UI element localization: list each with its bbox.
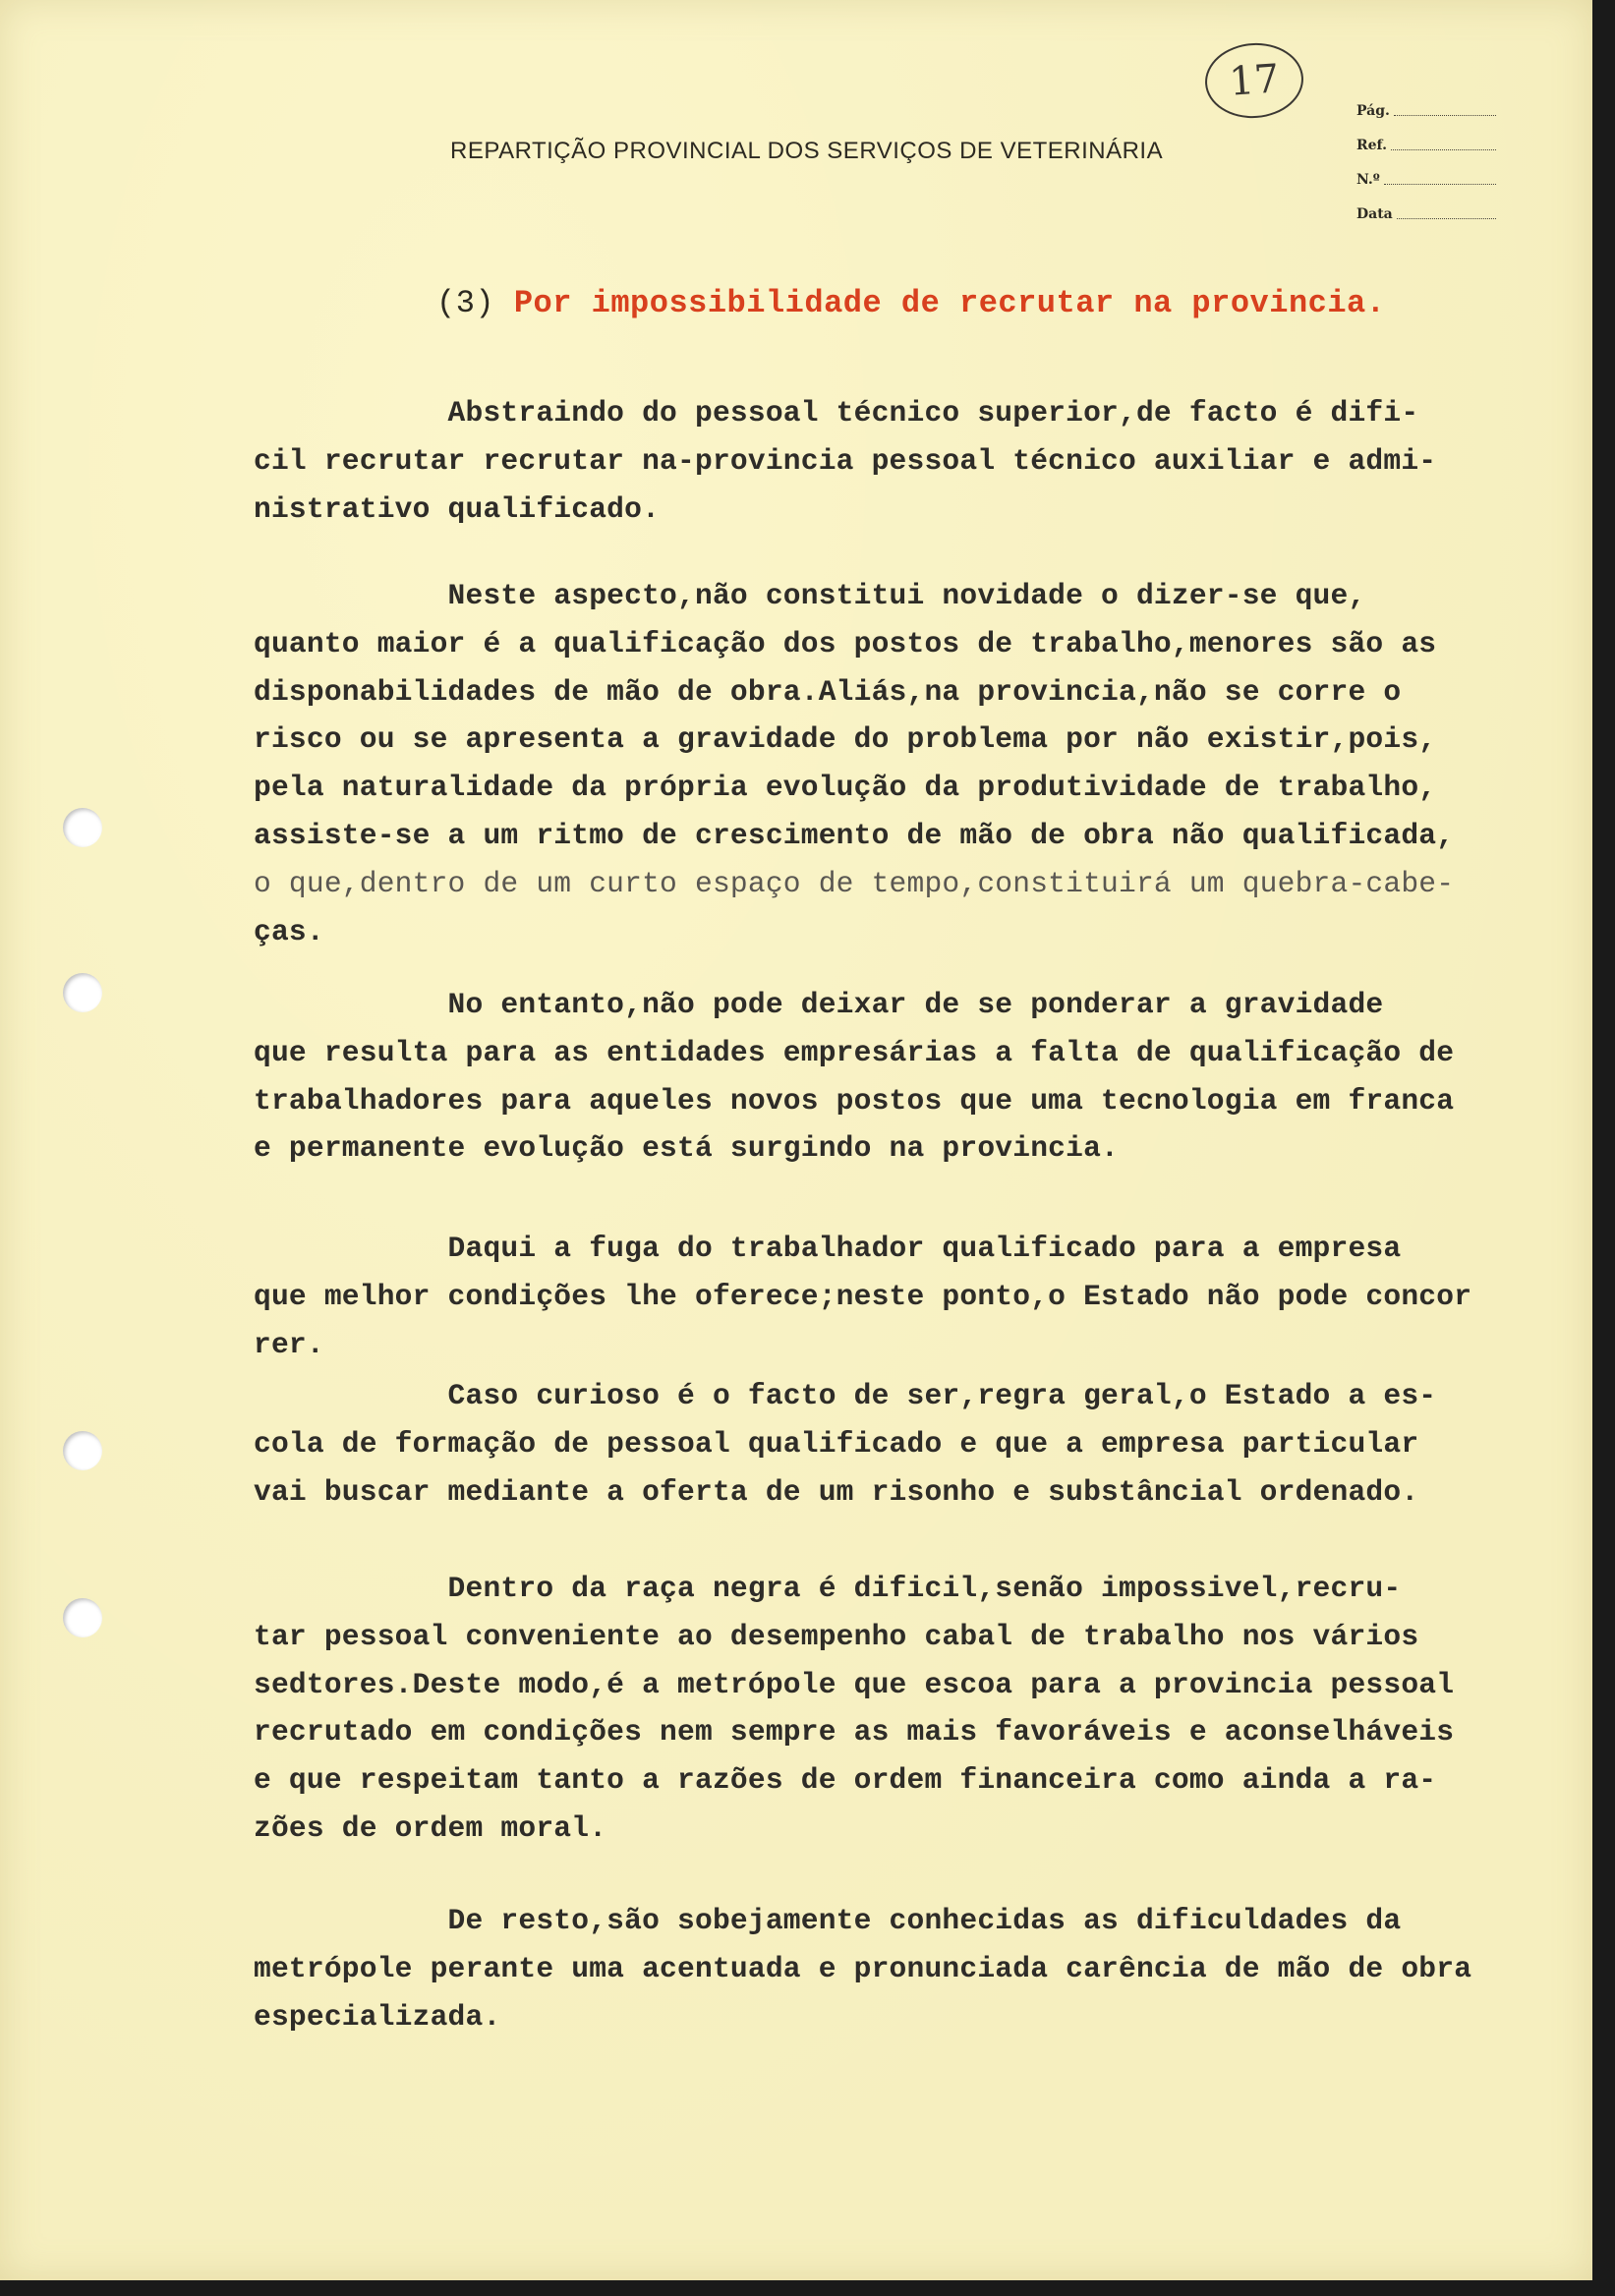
text-line: Neste aspecto,não constitui novidade o dizer-se que, <box>254 579 1366 612</box>
text-line: metrópole perante uma acentuada e pronunciada carência de mão de obra <box>254 1951 1472 1985</box>
ref-field: Ref. <box>1356 119 1496 153</box>
reference-fields <box>1356 85 1496 222</box>
text-line: assiste-se a um ritmo de crescimento de mão de obra não qualificada, <box>254 818 1455 852</box>
text-line: disponabilidades de mão de obra.Aliás,na provincia,não se corre o <box>254 674 1402 709</box>
text-line: Caso curioso é o facto de ser,regra geral,o Estado a es- <box>254 1379 1437 1412</box>
text-line: sedtores.Deste modo,é a metrópole que escoa para a provincia pessoal <box>254 1667 1455 1701</box>
text-line: Daqui a fuga do trabalhador qualificado para a empresa <box>254 1232 1402 1265</box>
text-line: tar pessoal conveniente ao desempenho cabal de trabalho nos vários <box>254 1619 1419 1653</box>
paragraph-3 <box>254 981 1600 1173</box>
institution-header: REPARTIÇÃO PROVINCIAL DOS SERVIÇOS DE VETERINÁRIA <box>450 138 1164 164</box>
paragraph-4 <box>254 1225 1600 1368</box>
text-line: trabalhadores para aqueles novos postos que uma tecnologia em franca <box>254 1083 1455 1118</box>
text-line: No entanto,não pode deixar de se ponderar a gravidade <box>254 988 1384 1021</box>
text-line: risco ou se apresenta a gravidade do problema por não existir,pois, <box>254 722 1437 757</box>
section-heading <box>436 285 1385 321</box>
punch-hole <box>63 1598 102 1637</box>
paragraph-2 <box>254 572 1600 955</box>
punch-hole <box>63 808 102 847</box>
punch-hole <box>63 973 102 1012</box>
paragraph-1 <box>254 389 1600 533</box>
text-line: e permanente evolução está surgindo na provincia. <box>254 1131 1119 1166</box>
paragraph-7 <box>254 1897 1600 2040</box>
text-line: que resulta para as entidades empresárias a falta de qualificação de <box>254 1035 1455 1069</box>
text-line: rer. <box>254 1327 324 1361</box>
text-line: Dentro da raça negra é dificil,senão impossivel,recru- <box>254 1572 1402 1605</box>
text-line: nistrativo qualificado. <box>254 491 661 526</box>
text-line: cil recrutar recrutar na-provincia pessoal técnico auxiliar e admi- <box>254 443 1437 478</box>
text-line: o que,dentro de um curto espaço de tempo,constituirá um quebra-cabe- <box>254 866 1455 900</box>
text-line: especializada. <box>254 1999 501 2034</box>
punch-hole <box>63 1431 102 1470</box>
section-title: Por impossibilidade de recrutar na provincia. <box>513 285 1386 321</box>
text-line: De resto,são sobejamente conhecidas as dificuldades da <box>254 1904 1402 1937</box>
text-line: e que respeitam tanto a razões de ordem financeira como ainda a ra- <box>254 1763 1437 1798</box>
date-field: Data <box>1356 188 1496 222</box>
page-field: Pág. <box>1356 85 1496 119</box>
section-number: (3) <box>436 285 495 321</box>
text-line: recrutado em condições nem sempre as mais favoráveis e aconselháveis <box>254 1715 1455 1750</box>
text-line: pela naturalidade da própria evolução da produtividade de trabalho, <box>254 771 1437 805</box>
text-line: quanto maior é a qualificação dos postos de trabalho,menores são as <box>254 626 1437 660</box>
paragraph-6 <box>254 1565 1600 1853</box>
text-line: zões de ordem moral. <box>254 1810 607 1845</box>
text-line: que melhor condições lhe oferece;neste ponto,o Estado não pode concor <box>254 1279 1472 1313</box>
paragraph-5 <box>254 1372 1600 1516</box>
text-line: Abstraindo do pessoal técnico superior,de facto é difi- <box>254 396 1419 430</box>
text-line: ças. <box>254 914 324 948</box>
number-field: N.º <box>1356 153 1496 188</box>
text-line: cola de formação de pessoal qualificado e que a empresa particular <box>254 1426 1419 1461</box>
folio-number: 17 <box>1202 40 1305 122</box>
text-line: vai buscar mediante a oferta de um risonho e substâncial ordenado. <box>254 1474 1419 1509</box>
